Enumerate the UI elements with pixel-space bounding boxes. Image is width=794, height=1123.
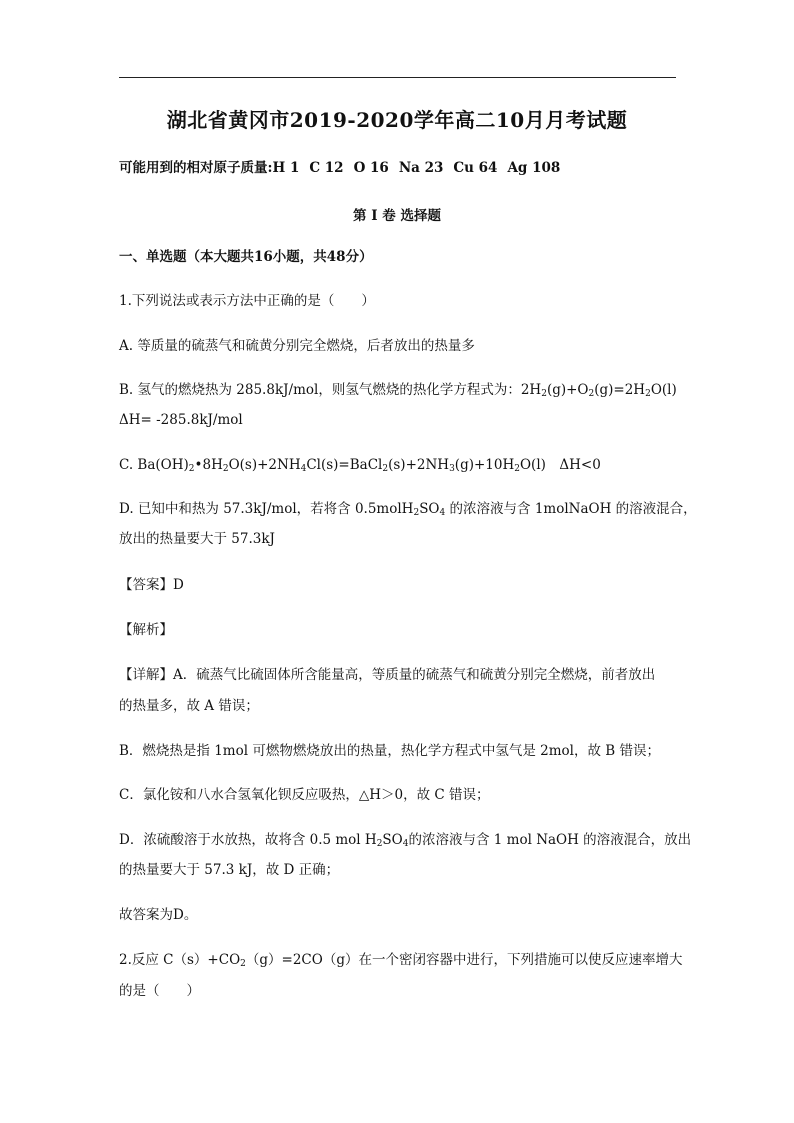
q1-detail-d-text-2: SO (382, 832, 403, 848)
q2-stem-line2: 的是（ ） (119, 983, 200, 999)
q1-detail-line1: 【详解】A．硫蒸气比硫固体所含能量高，等质量的硫蒸气和硫黄分别完全燃烧，前者放出 (119, 667, 656, 683)
q1-option-c (119, 456, 601, 474)
q2-stem (119, 951, 682, 969)
subscript: 2 (514, 464, 520, 474)
q1-c-text-1: C. Ba(OH) (119, 457, 189, 473)
q1-c-text-7: O(l) ΔH<0 (519, 457, 601, 473)
subscript: 2 (222, 464, 229, 474)
atomic-mass-cu: Cu 64 (453, 160, 498, 176)
q1-detail-c: C．氯化铵和八水合氢氧化钡反应吸热，△H＞0，故 C 错误； (119, 787, 490, 803)
subscript: 2 (240, 959, 246, 969)
q1-b-text-4: O(l) (650, 382, 677, 398)
q1-c-text-4: Cl(s)=BaCl (306, 457, 383, 473)
subscript: 2 (376, 839, 383, 849)
q1-option-b (119, 381, 677, 399)
q1-b-text-1: B. 氢气的燃烧热为 285.8kJ/mol，则氢气燃烧的热化学方程式为：2H (119, 382, 542, 398)
atomic-mass-na: Na 23 (398, 160, 444, 176)
volume-title: 第 I 卷 选择题 (353, 208, 441, 224)
q1-analysis-label: 【解析】 (119, 622, 173, 638)
subscript: 2 (382, 464, 389, 474)
atomic-mass-h: H 1 (272, 160, 300, 176)
atomic-mass-ag: Ag 108 (507, 160, 561, 176)
q1-detail-d-line2: 的热量要大于 57.3 kJ，故 D 正确； (119, 862, 340, 878)
part-title: 一、单选题（本大题共16小题，共48分） (119, 249, 373, 265)
subscript: 4 (402, 839, 409, 849)
q1-detail-d (119, 831, 691, 849)
q1-detail-d-text-3: 的浓溶液与含 1 mol NaOH 的溶液混合，放出 (408, 832, 692, 848)
q2-stem-text-2: （g）=2CO（g）在一个密闭容器中进行，下列措施可以使反应速率增大 (245, 952, 683, 968)
subscript: 2 (645, 389, 651, 399)
q1-d-text-3: 的浓溶液与含 1molNaOH 的溶液混合， (445, 501, 697, 517)
q1-option-a: A. 等质量的硫蒸气和硫黄分别完全燃烧，后者放出的热量多 (119, 338, 475, 354)
q1-detail-b: B．燃烧热是指 1mol 可燃物燃烧放出的热量，热化学方程式中氢气是 2mol，故 B 错误； (119, 743, 660, 759)
q1-c-text-6: (g)+10H (454, 457, 515, 473)
q1-d-text-1: D. 已知中和热为 57.3kJ/mol，若将含 0.5molH (119, 501, 414, 517)
q1-detail-d-text-1: D．浓硫酸溶于水放热，故将含 0.5 mol H (119, 832, 377, 848)
subscript: 4 (300, 464, 307, 474)
header-rule (119, 77, 676, 78)
subscript: 2 (541, 389, 547, 399)
page-title: 湖北省黄冈市2019-2020学年高二10月月考试题 (166, 108, 628, 132)
q1-option-b-line2: ΔH= -285.8kJ/mol (119, 412, 243, 428)
q1-c-text-3: O(s)+2NH (228, 457, 301, 473)
q1-stem: 1.下列说法或表示方法中正确的是（ ） (119, 293, 375, 309)
subscript: 4 (439, 508, 446, 518)
q1-detail-line2: 的热量多，故 A 错误； (119, 698, 259, 714)
q1-c-text-5: (s)+2NH (388, 457, 450, 473)
q2-stem-text-1: 2.反应 C（s）+CO (119, 952, 241, 968)
subscript: 2 (188, 464, 195, 474)
subscript: 3 (449, 464, 455, 474)
subscript: 2 (413, 508, 420, 518)
q1-conclusion: 故答案为D。 (119, 907, 198, 923)
q1-answer: 【答案】D (119, 577, 184, 593)
atomic-mass-label: 可能用到的相对原子质量: (119, 160, 273, 176)
q1-option-d-line2: 放出的热量要大于 57.3kJ (119, 531, 275, 547)
q1-d-text-2: SO (419, 501, 440, 517)
atomic-mass-c: C 12 (309, 160, 344, 176)
atomic-mass-line (119, 159, 560, 177)
subscript: 2 (588, 389, 595, 399)
q1-option-d (119, 500, 697, 518)
q1-c-text-2: •8H (194, 457, 223, 473)
q1-b-text-3: (g)=2H (594, 382, 646, 398)
atomic-mass-o: O 16 (353, 160, 389, 176)
q1-b-text-2: (g)+O (546, 382, 589, 398)
